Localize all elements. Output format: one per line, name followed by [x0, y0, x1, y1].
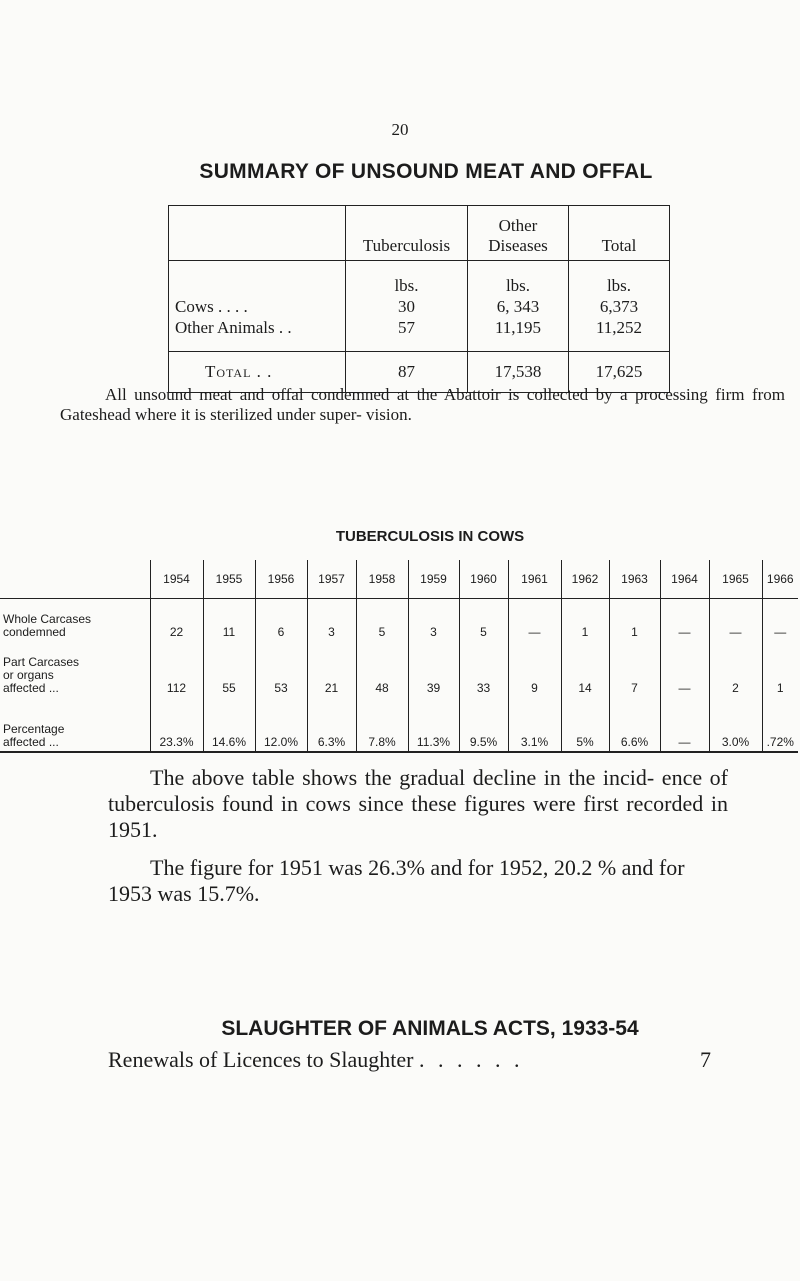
summary-total-cell: 17,625: [569, 352, 670, 393]
tb-row-part-carcases: [0, 641, 798, 697]
summary-total-cell: 87: [346, 352, 468, 393]
summary-col-total: Total: [569, 206, 670, 261]
tb-cell: 12.0%: [255, 697, 307, 752]
tb-row-percentage: [0, 697, 798, 752]
tb-cell: 14.6%: [203, 697, 255, 752]
tb-row-whole-carcases: [0, 599, 798, 642]
summary-cell: 30: [398, 296, 415, 316]
summary-other-values: [468, 261, 569, 352]
tb-cell: .72%: [762, 697, 798, 752]
tb-corner-cell: [0, 560, 150, 599]
unit-label: lbs.: [394, 275, 419, 295]
tb-cell: 3.1%: [508, 697, 561, 752]
tb-cell: 55: [203, 641, 255, 697]
tb-cell: 1: [609, 599, 660, 642]
summary-col-other-line1: Other: [498, 216, 538, 235]
summary-cell: 11,195: [494, 317, 542, 337]
tb-row-label: Whole Carcases condemned: [3, 612, 92, 639]
tb-cell: 21: [307, 641, 356, 697]
paragraph-abattoir: All unsound meat and offal condemned at the Abattoir is collected by a processing firm from Gateshead where it is sterilized under super- vision.: [60, 385, 785, 424]
summary-row-label: Cows . . . .: [175, 296, 248, 316]
tb-year-header: 1965: [709, 560, 762, 599]
tb-cell: —: [709, 599, 762, 642]
tb-row-label: Percentage affected ...: [0, 697, 150, 752]
tb-year-header: 1956: [255, 560, 307, 599]
tb-cell: —: [660, 697, 709, 752]
tb-cell: 2: [709, 641, 762, 697]
tb-year-header: 1960: [459, 560, 508, 599]
summary-row-label: Other Animals . .: [175, 317, 292, 337]
tb-cell: 11.3%: [408, 697, 459, 752]
leader-dots: . . . . . .: [418, 1047, 524, 1072]
tb-year-header: 1959: [408, 560, 459, 599]
tb-cell: 7: [609, 641, 660, 697]
summary-cell: 6, 343: [496, 296, 540, 316]
summary-col-other-line2: Diseases: [488, 236, 548, 255]
tb-cell: —: [660, 641, 709, 697]
tb-cell: 5: [356, 599, 408, 642]
tb-year-header: 1958: [356, 560, 408, 599]
summary-total-cell: 17,538: [468, 352, 569, 393]
summary-total-label: Total . .: [169, 352, 346, 393]
tb-year-header: 1966: [762, 560, 798, 599]
summary-cell: 57: [398, 317, 415, 337]
tb-year-header: 1955: [203, 560, 255, 599]
summary-corner-cell: [169, 206, 346, 261]
summary-header-row: [169, 206, 670, 261]
summary-col-tuberculosis: Tuberculosis: [346, 206, 468, 261]
tb-cell: 1: [561, 599, 609, 642]
tb-year-header: 1963: [609, 560, 660, 599]
tb-cell: 22: [150, 599, 203, 642]
tb-cell: 3.0%: [709, 697, 762, 752]
summary-table: [168, 205, 670, 393]
tb-cell: 53: [255, 641, 307, 697]
renewals-label: Renewals of Licences to Slaughter: [108, 1047, 414, 1072]
tuberculosis-table-title: TUBERCULOSIS IN COWS: [335, 528, 525, 545]
tb-year-header: 1962: [561, 560, 609, 599]
slaughter-acts-title: SLAUGHTER OF ANIMALS ACTS, 1933-54: [221, 1017, 639, 1040]
tb-cell: —: [660, 599, 709, 642]
tb-cell: 6.6%: [609, 697, 660, 752]
tb-cell: 6.3%: [307, 697, 356, 752]
summary-cell: 11,252: [595, 317, 643, 337]
tb-cell: —: [508, 599, 561, 642]
tb-years-row: [0, 560, 798, 599]
summary-col-other-diseases: [468, 206, 569, 261]
tb-year-header: 1954: [150, 560, 203, 599]
summary-cell: 6,373: [599, 296, 639, 316]
tb-cell: 14: [561, 641, 609, 697]
paragraph-figures: The figure for 1951 was 26.3% and for 1952, 20.2 % and for 1953 was 15.7%.: [108, 855, 685, 906]
tb-year-header: 1961: [508, 560, 561, 599]
summary-title: SUMMARY OF UNSOUND MEAT AND OFFAL: [199, 160, 653, 183]
page-number: 20: [391, 120, 409, 139]
tb-cell: —: [762, 599, 798, 642]
renewals-line: [108, 1047, 711, 1073]
tb-cell: 9.5%: [459, 697, 508, 752]
tb-cell: 112: [150, 641, 203, 697]
summary-tuberculosis-values: [346, 261, 468, 352]
tb-row-label: Part Carcases or organs affected ...: [3, 655, 80, 695]
summary-body-row: [169, 261, 670, 352]
paragraph-decline: The above table shows the gradual decline in the incid- ence of tuberculosis found in cows since these figures were first recorded in 1951.: [108, 765, 728, 842]
tb-cell: 7.8%: [356, 697, 408, 752]
summary-row-labels: [169, 261, 346, 352]
tb-cell: 48: [356, 641, 408, 697]
tb-cell: 33: [459, 641, 508, 697]
tb-cell: 5: [459, 599, 508, 642]
renewals-value: 7: [700, 1047, 711, 1072]
unit-label: lbs.: [606, 275, 632, 295]
tb-cell: 23.3%: [150, 697, 203, 752]
tb-cell: 6: [255, 599, 307, 642]
tb-year-header: 1957: [307, 560, 356, 599]
tb-cell: 3: [307, 599, 356, 642]
unit-label: lbs.: [505, 275, 531, 295]
summary-total-values: [569, 261, 670, 352]
tb-cell: 9: [508, 641, 561, 697]
tb-cell: 1: [762, 641, 798, 697]
tb-cell: 5%: [561, 697, 609, 752]
tb-cell: 39: [408, 641, 459, 697]
tb-cell: 3: [408, 599, 459, 642]
tuberculosis-table: [0, 560, 798, 753]
tb-cell: 11: [203, 599, 255, 642]
tb-year-header: 1964: [660, 560, 709, 599]
